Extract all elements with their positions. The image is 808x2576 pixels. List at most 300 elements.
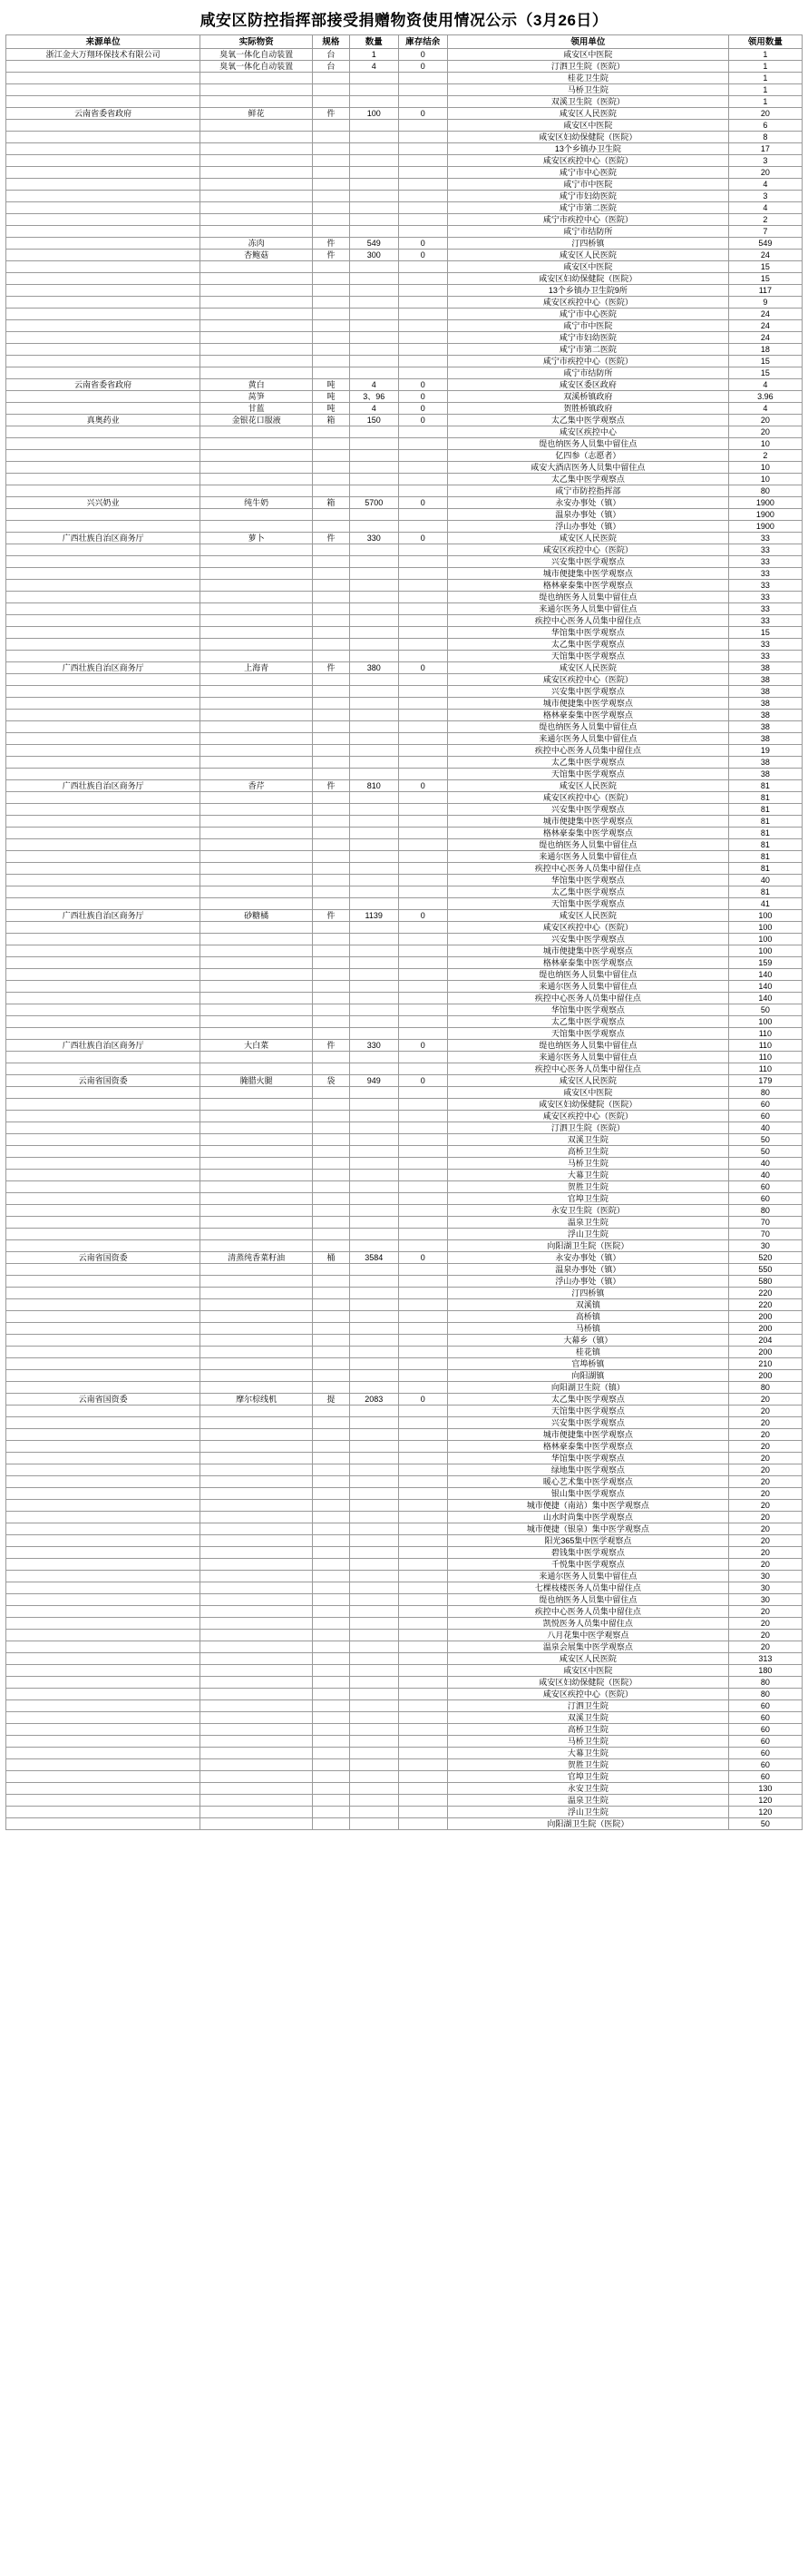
table-row [6,1736,803,1748]
cell-item: 黄白 [200,379,313,391]
cell-item [200,1453,313,1464]
cell-source [6,1559,200,1571]
cell-source [6,1181,200,1193]
cell-source [6,1264,200,1276]
cell-quantity [349,1264,398,1276]
table-body [6,49,803,1830]
cell-item [200,120,313,132]
cell-spec [313,1795,350,1807]
cell-spec [313,1016,350,1028]
cell-received-quantity: 80 [728,1677,802,1689]
cell-balance [398,1347,447,1358]
cell-item [200,1807,313,1818]
cell-spec [313,568,350,580]
table-row [6,580,803,592]
cell-quantity [349,1335,398,1347]
cell-source [6,320,200,332]
cell-quantity [349,332,398,344]
cell-spec [313,686,350,698]
cell-item [200,1464,313,1476]
cell-spec: 台 [313,49,350,61]
cell-quantity [349,1193,398,1205]
cell-source [6,721,200,733]
cell-source: 浙江金大万翔环保技术有限公司 [6,49,200,61]
cell-source [6,1606,200,1618]
table-row [6,1288,803,1299]
cell-balance [398,1665,447,1677]
cell-receiving-unit: 马桥卫生院 [447,1736,728,1748]
cell-balance [398,934,447,945]
cell-balance: 0 [398,1075,447,1087]
cell-balance [398,1712,447,1724]
cell-item [200,1512,313,1523]
page-title: 咸安区防控指挥部接受捐赠物资使用情况公示（3月26日） [200,12,608,29]
cell-item: 萝卜 [200,533,313,544]
cell-quantity [349,627,398,639]
cell-receiving-unit: 华馆集中医学观察点 [447,1453,728,1464]
cell-received-quantity: 60 [728,1771,802,1783]
cell-spec [313,1736,350,1748]
cell-received-quantity: 60 [728,1700,802,1712]
cell-quantity [349,132,398,143]
cell-quantity [349,898,398,910]
cell-spec [313,1358,350,1370]
cell-receiving-unit: 城市便捷集中医学观察点 [447,1429,728,1441]
cell-quantity [349,1217,398,1229]
table-row [6,1240,803,1252]
cell-item: 鲜花 [200,108,313,120]
cell-received-quantity: 20 [728,1429,802,1441]
cell-spec [313,886,350,898]
cell-receiving-unit: 温泉办事处（镇） [447,509,728,521]
cell-spec: 袋 [313,1075,350,1087]
cell-received-quantity: 60 [728,1712,802,1724]
cell-quantity [349,1523,398,1535]
table-row [6,167,803,179]
cell-item [200,1476,313,1488]
cell-spec [313,993,350,1004]
cell-source: 广西壮族自治区商务厅 [6,1040,200,1052]
cell-balance [398,261,447,273]
cell-source [6,1158,200,1170]
cell-receiving-unit: 咸宁市中医院 [447,320,728,332]
table-row [6,320,803,332]
cell-received-quantity: 24 [728,320,802,332]
cell-item [200,816,313,828]
cell-received-quantity: 20 [728,1559,802,1571]
cell-item [200,1205,313,1217]
cell-receiving-unit: 太乙集中医学观察点 [447,757,728,769]
cell-item [200,828,313,839]
cell-receiving-unit: 银山集中医学观察点 [447,1488,728,1500]
cell-item [200,320,313,332]
cell-source [6,143,200,155]
cell-item [200,1582,313,1594]
cell-receiving-unit: 温泉会展集中医学观察点 [447,1641,728,1653]
cell-balance [398,568,447,580]
column-header-source: 来源单位 [6,35,200,49]
table-row [6,462,803,474]
cell-received-quantity: 80 [728,485,802,497]
table-row [6,1582,803,1594]
cell-spec [313,957,350,969]
cell-receiving-unit: 双溪卫生院 [447,1134,728,1146]
cell-receiving-unit: 缇也纳医务人员集中留住点 [447,1594,728,1606]
cell-source [6,886,200,898]
table-row [6,816,803,828]
cell-item [200,1193,313,1205]
cell-quantity [349,179,398,191]
cell-source [6,1547,200,1559]
cell-spec [313,474,350,485]
cell-item [200,1240,313,1252]
table-row [6,627,803,639]
table-row [6,957,803,969]
cell-balance [398,1559,447,1571]
cell-balance [398,297,447,309]
table-row [6,1630,803,1641]
cell-quantity [349,863,398,875]
table-header [6,35,803,49]
cell-quantity [349,1736,398,1748]
table-row [6,1111,803,1122]
cell-balance [398,1736,447,1748]
table-row [6,509,803,521]
cell-receiving-unit: 汀四桥镇 [447,238,728,250]
cell-receiving-unit: 山水时尚集中医学观察点 [447,1512,728,1523]
table-row [6,344,803,356]
cell-source [6,1122,200,1134]
cell-item [200,1606,313,1618]
cell-quantity [349,686,398,698]
cell-quantity [349,1170,398,1181]
cell-source [6,1134,200,1146]
cell-source: 广西壮族自治区商务厅 [6,780,200,792]
cell-source [6,1618,200,1630]
cell-received-quantity: 20 [728,1500,802,1512]
table-row [6,1748,803,1759]
cell-balance [398,1512,447,1523]
cell-balance [398,1004,447,1016]
cell-receiving-unit: 华馆集中医学观察点 [447,627,728,639]
table-row [6,993,803,1004]
table-row [6,698,803,710]
table-row [6,1406,803,1417]
cell-quantity [349,285,398,297]
table-row [6,250,803,261]
table-row [6,1689,803,1700]
cell-receiving-unit: 城市便捷集中医学观察点 [447,698,728,710]
cell-balance [398,1677,447,1689]
cell-item: 杏鲍菇 [200,250,313,261]
cell-source [6,191,200,202]
cell-spec [313,344,350,356]
cell-item [200,1016,313,1028]
table-row [6,1217,803,1229]
cell-received-quantity: 20 [728,1630,802,1641]
cell-receiving-unit: 官埠卫生院 [447,1771,728,1783]
cell-source [6,1417,200,1429]
cell-source [6,733,200,745]
cell-balance [398,1441,447,1453]
cell-balance [398,1323,447,1335]
cell-item [200,969,313,981]
cell-receiving-unit: 疾控中心医务人员集中留住点 [447,745,728,757]
cell-item [200,1630,313,1641]
table-row [6,415,803,426]
cell-balance [398,332,447,344]
cell-source [6,1488,200,1500]
cell-quantity [349,485,398,497]
cell-item [200,1665,313,1677]
cell-balance: 0 [398,1252,447,1264]
cell-item [200,745,313,757]
cell-received-quantity: 80 [728,1205,802,1217]
cell-item [200,757,313,769]
cell-quantity [349,1111,398,1122]
cell-item [200,898,313,910]
cell-spec [313,509,350,521]
cell-receiving-unit: 高桥卫生院 [447,1146,728,1158]
cell-spec [313,1028,350,1040]
cell-item [200,226,313,238]
cell-received-quantity: 1900 [728,521,802,533]
cell-balance [398,745,447,757]
cell-received-quantity: 1900 [728,509,802,521]
cell-spec [313,828,350,839]
table-row [6,1724,803,1736]
table-row [6,662,803,674]
cell-spec [313,1382,350,1394]
cell-spec [313,1193,350,1205]
cell-receiving-unit: 天馆集中医学观察点 [447,651,728,662]
cell-quantity [349,544,398,556]
cell-quantity: 300 [349,250,398,261]
cell-received-quantity: 33 [728,615,802,627]
cell-item [200,1406,313,1417]
cell-balance [398,426,447,438]
cell-receiving-unit: 咸宁市中医院 [447,179,728,191]
cell-received-quantity: 580 [728,1276,802,1288]
cell-source [6,438,200,450]
cell-balance [398,226,447,238]
cell-item [200,1276,313,1288]
cell-balance [398,1700,447,1712]
cell-item [200,592,313,603]
cell-source [6,1665,200,1677]
cell-receiving-unit: 兴安集中医学观察点 [447,804,728,816]
table-row [6,1571,803,1582]
cell-spec [313,1807,350,1818]
cell-receiving-unit: 咸安区中医院 [447,1665,728,1677]
cell-received-quantity: 33 [728,556,802,568]
cell-item [200,922,313,934]
table-row [6,273,803,285]
cell-spec: 吨 [313,379,350,391]
cell-receiving-unit: 格林豪泰集中医学观察点 [447,828,728,839]
cell-item [200,132,313,143]
cell-receiving-unit: 凯悦医务人员集中留住点 [447,1618,728,1630]
cell-receiving-unit: 向阳湖卫生院（医院） [447,1818,728,1830]
cell-source [6,1653,200,1665]
cell-received-quantity: 30 [728,1240,802,1252]
cell-source [6,1453,200,1464]
cell-receiving-unit: 永安办事处（镇） [447,1252,728,1264]
cell-spec [313,155,350,167]
cell-source [6,273,200,285]
cell-received-quantity: 120 [728,1807,802,1818]
cell-spec [313,1276,350,1288]
cell-item [200,1122,313,1134]
table-row [6,863,803,875]
cell-source [6,1689,200,1700]
cell-receiving-unit: 城市便捷（南站）集中医学观察点 [447,1500,728,1512]
cell-quantity: 3584 [349,1252,398,1264]
cell-item [200,1370,313,1382]
cell-receiving-unit: 桂花镇 [447,1347,728,1358]
cell-receiving-unit: 浮山卫生院 [447,1807,728,1818]
cell-quantity [349,1299,398,1311]
cell-spec [313,757,350,769]
cell-balance [398,1087,447,1099]
cell-received-quantity: 38 [728,698,802,710]
cell-received-quantity: 204 [728,1335,802,1347]
table-row [6,1665,803,1677]
cell-receiving-unit: 汀泗卫生院（医院） [447,61,728,73]
cell-quantity: 330 [349,1040,398,1052]
cell-balance [398,1052,447,1063]
cell-item: 臭氧一体化自动装置 [200,49,313,61]
cell-balance [398,651,447,662]
cell-quantity [349,273,398,285]
cell-spec [313,1571,350,1582]
cell-received-quantity: 159 [728,957,802,969]
cell-received-quantity: 200 [728,1370,802,1382]
cell-quantity [349,603,398,615]
cell-spec: 吨 [313,391,350,403]
cell-source [6,698,200,710]
cell-received-quantity: 15 [728,273,802,285]
cell-balance [398,485,447,497]
cell-received-quantity: 1900 [728,497,802,509]
cell-balance: 0 [398,780,447,792]
cell-balance [398,1630,447,1641]
cell-balance [398,1311,447,1323]
cell-received-quantity: 210 [728,1358,802,1370]
cell-receiving-unit: 咸宁市疾控中心（医院） [447,356,728,367]
cell-quantity [349,297,398,309]
cell-receiving-unit: 格林豪泰集中医学观察点 [447,580,728,592]
table-row [6,1323,803,1335]
cell-source [6,61,200,73]
donation-usage-table [5,34,803,1830]
cell-received-quantity: 117 [728,285,802,297]
cell-balance [398,1547,447,1559]
cell-received-quantity: 3 [728,191,802,202]
cell-quantity [349,745,398,757]
cell-receiving-unit: 咸安区人民医院 [447,108,728,120]
cell-item [200,191,313,202]
cell-source [6,568,200,580]
cell-spec [313,792,350,804]
cell-item [200,285,313,297]
cell-receiving-unit: 兴安集中医学观察点 [447,1417,728,1429]
cell-quantity [349,1158,398,1170]
cell-receiving-unit: 咸安区人民医院 [447,250,728,261]
cell-balance [398,474,447,485]
cell-balance [398,1170,447,1181]
cell-balance [398,1134,447,1146]
cell-quantity [349,191,398,202]
table-row [6,1594,803,1606]
table-row [6,1229,803,1240]
cell-quantity [349,1052,398,1063]
cell-source [6,367,200,379]
cell-spec [313,1181,350,1193]
table-row [6,556,803,568]
table-row [6,214,803,226]
cell-spec [313,1783,350,1795]
table-row [6,1205,803,1217]
cell-quantity [349,167,398,179]
cell-spec [313,1594,350,1606]
cell-quantity: 330 [349,533,398,544]
cell-receiving-unit: 官埠桥镇 [447,1358,728,1370]
cell-received-quantity: 40 [728,1170,802,1181]
cell-receiving-unit: 咸安区妇幼保健院（医院） [447,132,728,143]
cell-spec [313,733,350,745]
cell-item [200,1700,313,1712]
table-row [6,450,803,462]
cell-balance [398,1146,447,1158]
cell-item [200,1689,313,1700]
cell-receiving-unit: 太乙集中医学观察点 [447,886,728,898]
cell-balance [398,1429,447,1441]
cell-balance [398,828,447,839]
cell-receiving-unit: 暖心艺术集中医学观察点 [447,1476,728,1488]
cell-item [200,367,313,379]
cell-spec [313,603,350,615]
cell-received-quantity: 1 [728,61,802,73]
table-row [6,1807,803,1818]
cell-receiving-unit: 缇也纳医务人员集中留住点 [447,839,728,851]
cell-balance [398,957,447,969]
cell-receiving-unit: 永安办事处（镇） [447,497,728,509]
cell-received-quantity: 549 [728,238,802,250]
cell-source [6,1170,200,1181]
cell-item [200,167,313,179]
cell-spec [313,1712,350,1724]
cell-receiving-unit: 兴安集中医学观察点 [447,556,728,568]
cell-quantity [349,1476,398,1488]
table-row [6,1276,803,1288]
cell-item [200,804,313,816]
cell-source [6,226,200,238]
table-row [6,886,803,898]
cell-item [200,485,313,497]
table-row [6,1500,803,1512]
cell-received-quantity: 20 [728,1476,802,1488]
cell-spec [313,627,350,639]
cell-received-quantity: 520 [728,1252,802,1264]
table-row [6,603,803,615]
cell-receiving-unit: 永安卫生院（医院） [447,1205,728,1217]
cell-balance [398,886,447,898]
cell-balance [398,1453,447,1464]
cell-balance [398,450,447,462]
cell-received-quantity: 1 [728,73,802,84]
cell-item [200,1795,313,1807]
